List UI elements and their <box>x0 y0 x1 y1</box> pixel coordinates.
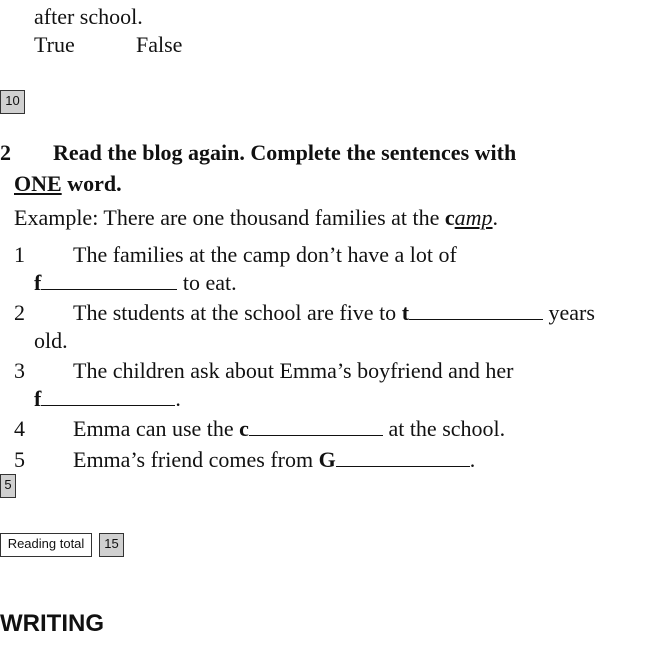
item-text: The children ask about Emma’s boyfriend and her <box>73 358 514 383</box>
item-text-cont: old. <box>34 328 68 353</box>
item-text: The students at the school are five to t years <box>73 300 595 325</box>
item-answer-line: f . <box>34 386 181 411</box>
emphasis-word: ONE <box>14 171 62 196</box>
item-number: 4 <box>14 416 25 441</box>
example-sentence: Example: There are one thousand families at the camp. <box>14 205 499 230</box>
item-text: The families at the camp don’t have a lot of <box>73 242 457 267</box>
answer-blank[interactable] <box>336 448 470 467</box>
answer-blank[interactable] <box>41 387 175 406</box>
question-instruction: Read the blog again. Complete the sentences with <box>53 140 517 165</box>
item-number: 1 <box>14 242 25 267</box>
question-number: 2 <box>0 140 11 165</box>
reading-total-label: Reading total <box>0 533 92 557</box>
item-text: Emma can use the c at the school. <box>73 416 506 441</box>
false-option[interactable]: False <box>136 32 183 57</box>
item-number: 5 <box>14 447 25 472</box>
score-box: 10 <box>0 90 25 114</box>
reading-total-score: 15 <box>99 533 124 557</box>
item-number: 3 <box>14 358 25 383</box>
answer-blank[interactable] <box>409 301 543 320</box>
item-text: Emma’s friend comes from G . <box>73 447 476 472</box>
answer-blank[interactable] <box>249 417 383 436</box>
score-box: 5 <box>0 474 16 498</box>
question-instruction-cont: ONE word. <box>14 171 122 196</box>
item-answer-line: f to eat. <box>34 270 237 295</box>
previous-item-text: after school. <box>34 4 143 29</box>
item-number: 2 <box>14 300 25 325</box>
section-heading: WRITING <box>0 610 104 637</box>
true-option[interactable]: True <box>34 32 75 57</box>
answer-blank[interactable] <box>41 271 177 290</box>
